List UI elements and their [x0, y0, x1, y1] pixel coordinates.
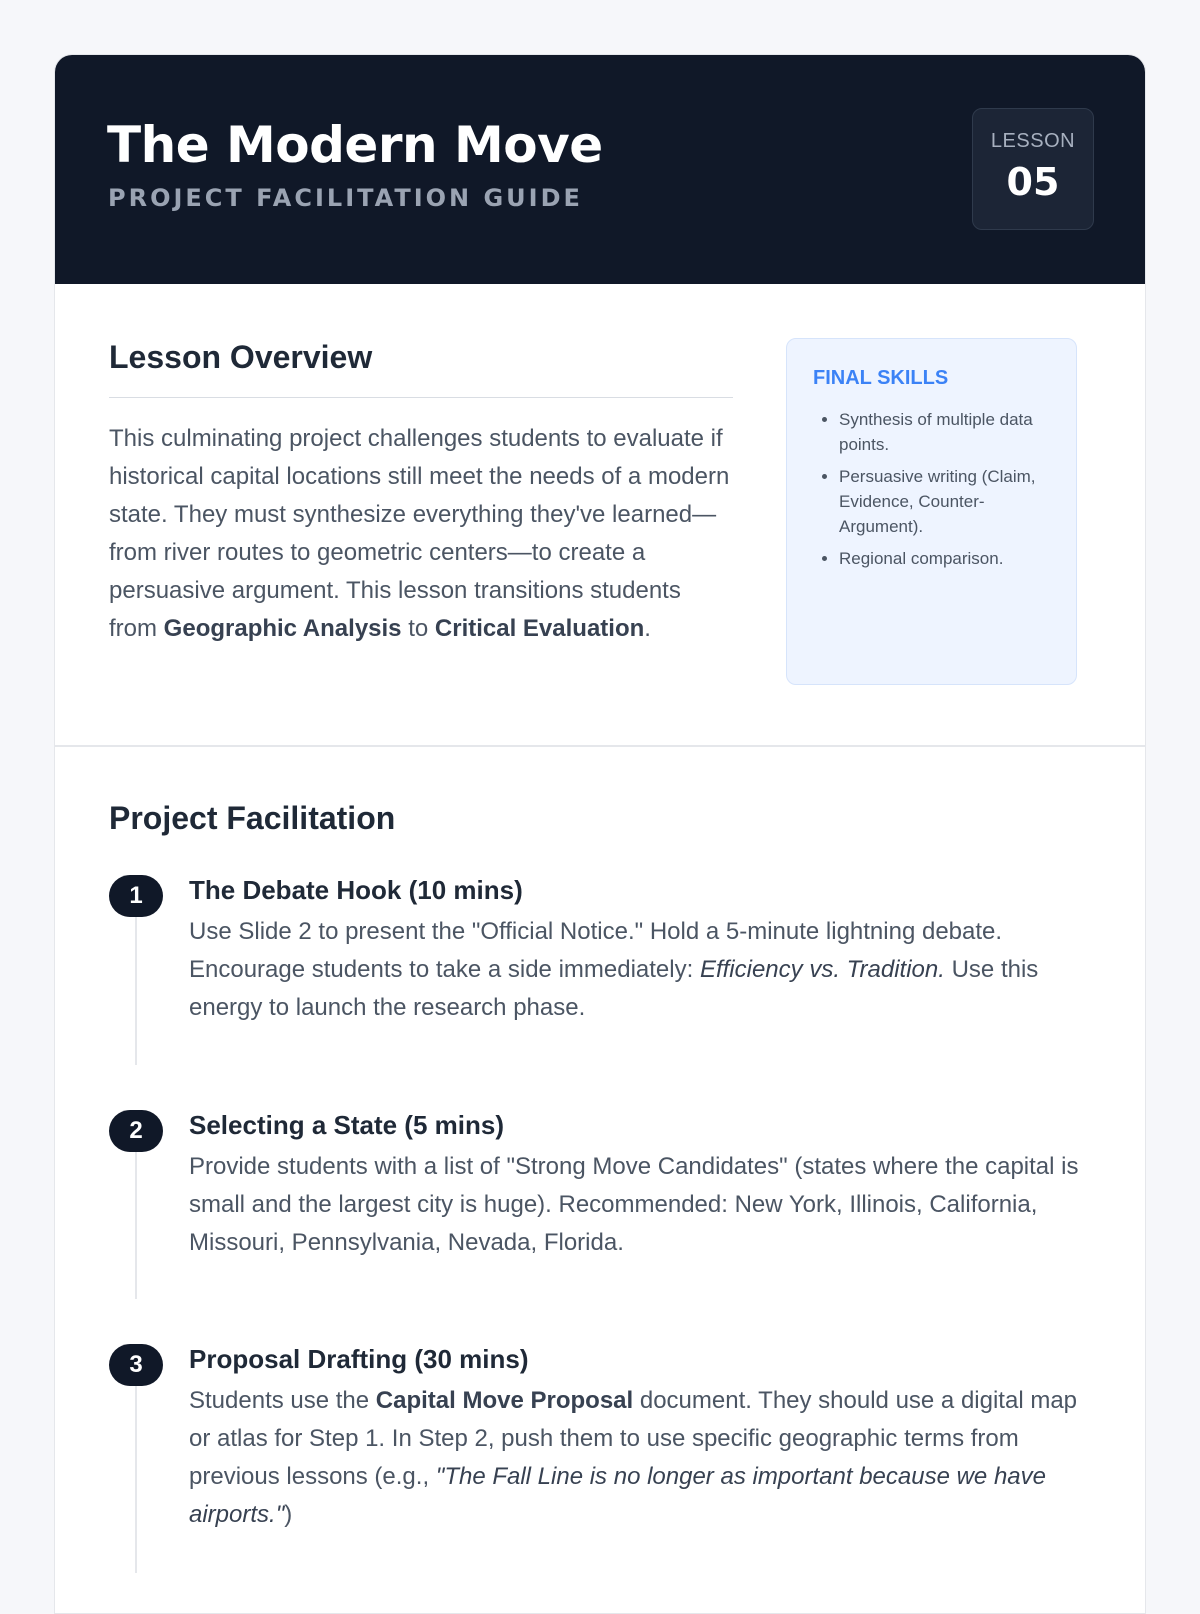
lesson-number: 05 [1006, 160, 1060, 204]
final-skills-list [813, 407, 1053, 578]
step-text-part: Use this energy to launch the research phase. [189, 956, 1039, 1021]
lesson-badge [972, 108, 1094, 230]
step-text-part: ) [284, 1501, 293, 1528]
final-skills-heading: FINAL SKILLS [813, 367, 949, 389]
step-number-badge: 2 [109, 1110, 163, 1152]
lesson-overview-text [109, 420, 733, 648]
step-title: Proposal Drafting (30 mins) [189, 1344, 529, 1374]
step-connector [135, 1386, 137, 1573]
step-description [189, 913, 1093, 1027]
step-connector [135, 1152, 137, 1299]
step-text-part: Students use the [189, 1387, 376, 1414]
project-facilitation-heading: Project Facilitation [109, 800, 396, 836]
skill-item: • Synthesis of multiple data points. [839, 407, 1053, 457]
overview-divider [109, 397, 733, 398]
skill-item: • Regional comparison. [839, 546, 1053, 571]
step-number-badge: 3 [109, 1344, 163, 1386]
overview-text-part: This culminating project challenges students to evaluate if historical capital locations still meet the needs of a modern state. They must synthesize everything they've learned—from river routes to geometric centers—to create a persuasive argument. This lesson transitions students from [109, 425, 730, 642]
overview-text-part: to [401, 615, 435, 642]
lesson-guide-page [54, 54, 1146, 1614]
step-number-badge: 1 [109, 875, 163, 917]
critical-evaluation-emphasis: Critical Evaluation [434, 615, 645, 642]
page-title: The Modern Move [107, 116, 603, 174]
guide-header [55, 55, 1146, 284]
geographic-analysis-emphasis: Geographic Analysis [163, 615, 402, 642]
facilitation-step [109, 1110, 1109, 1300]
overview-text-part: . [644, 615, 651, 642]
skill-item: • Persuasive writing (Claim, Evidence, Counter-Argument). [839, 464, 1053, 539]
step-emphasis: Capital Move Proposal [375, 1387, 634, 1414]
step-title: The Debate Hook (10 mins) [189, 875, 523, 905]
final-skills-box [786, 338, 1077, 685]
step-title: Selecting a State (5 mins) [189, 1110, 504, 1140]
lesson-overview-heading: Lesson Overview [109, 339, 373, 375]
facilitation-step [109, 875, 1109, 1065]
step-description [189, 1382, 1093, 1534]
facilitation-step [109, 1344, 1109, 1564]
step-connector [135, 917, 137, 1065]
step-description: Provide students with a list of "Strong Move Candidates" (states where the capital is small and the largest city is huge). Recommended: New York, Illinois, California, Missouri, Pennsylvania, Nevada, Florida. [189, 1153, 1079, 1256]
step-emphasis: Efficiency vs. Tradition. [699, 956, 945, 983]
step-quote: "The Fall Line is no longer as important because we have airports." [189, 1463, 1046, 1528]
step-text-part: document. They should use a digital map or atlas for Step 1. In Step 2, push them to use specific geographic terms from previous lessons (e.g., [189, 1387, 1078, 1490]
section-divider [55, 745, 1146, 747]
step-text-part: Use Slide 2 to present the "Official Notice." Hold a 5-minute lightning debate. Encourage students to take a side immediately: [189, 918, 1003, 983]
page-subtitle: PROJECT FACILITATION GUIDE [108, 184, 583, 212]
lesson-label: LESSON [990, 130, 1076, 152]
